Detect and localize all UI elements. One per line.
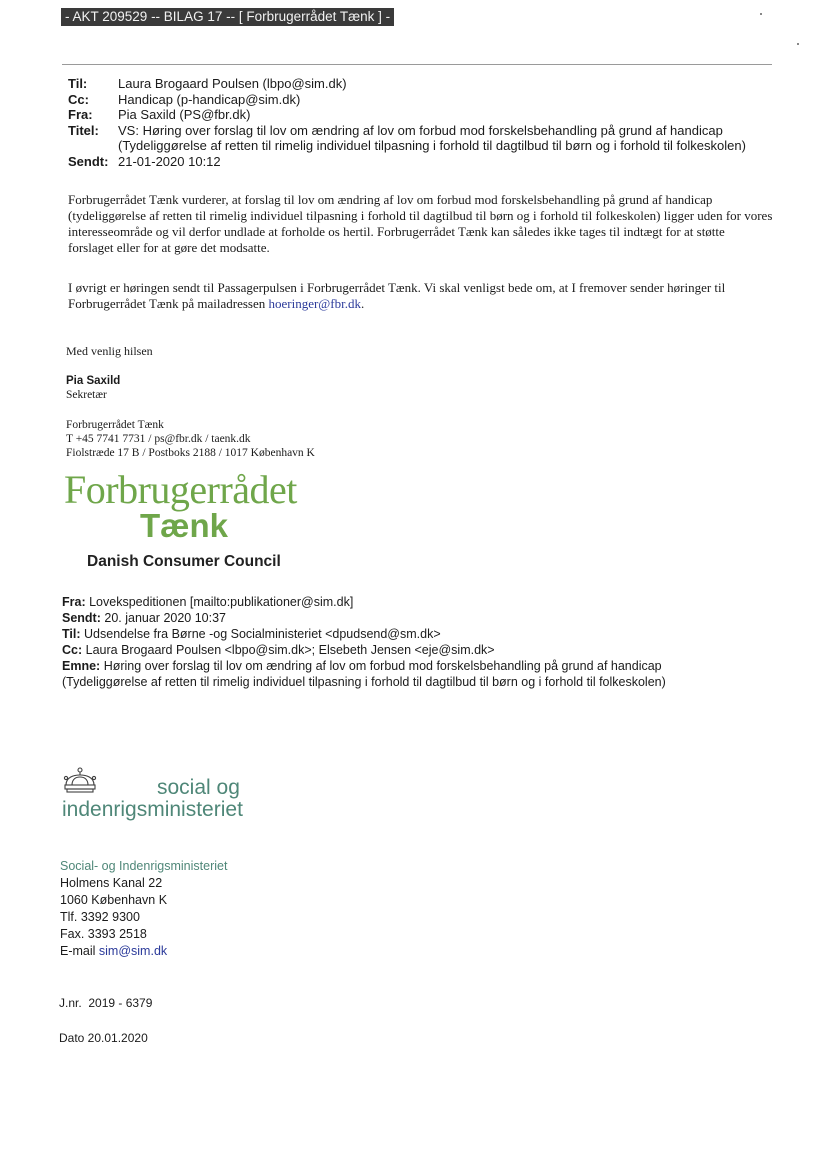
forwarded-header: [62, 594, 782, 690]
from-label: Fra:: [68, 107, 93, 122]
paragraph-2-text: I øvrigt er høringen sendt til Passagerpulsen i Forbrugerrådet Tænk. Vi skal venligst bede om, at I fremover sender høringer til Forbrugerrådet Tænk på mailadressen: [68, 280, 726, 311]
to-label: Til:: [68, 76, 88, 91]
title-line-1: VS: Høring over forslag til lov om ændring af lov om forbud mod forskelsbehandling på grund af handicap: [118, 122, 723, 138]
ministry-email-label: E-mail: [60, 944, 96, 958]
ministry-logo-line-2: indenrigsministeriet: [62, 798, 243, 821]
closing-greeting: Med venlig hilsen: [66, 344, 153, 358]
title-row: [68, 123, 768, 154]
ministry-fax: Fax. 3393 2518: [60, 927, 147, 941]
logo-subtitle: Danish Consumer Council: [87, 553, 281, 570]
fwd-sent-label: Sendt:: [62, 611, 101, 625]
title-line-2: (Tydeliggørelse af retten til rimelig individuel tilpasning i forhold til dagtilbud til børn og i forhold til folkeskolen): [118, 138, 746, 153]
body-paragraph-2: [68, 280, 773, 312]
fwd-subject-line-2: (Tydeliggørelse af retten til rimelig individuel tilpasning i forhold til dagtilbud til børn og i forhold til folkeskolen): [62, 675, 666, 689]
fwd-cc-label: Cc:: [62, 643, 83, 657]
cc-label: Cc:: [68, 91, 89, 107]
ministry-email-row: [60, 943, 227, 960]
journal-number: J.nr. 2019 - 6379: [59, 996, 153, 1010]
fwd-from-value: Lovekspeditionen [mailto:publikationer@sim.dk]: [89, 595, 354, 609]
sent-value: 21-01-2020 10:12: [118, 153, 221, 169]
ministry-city: 1060 København K: [60, 893, 168, 907]
crown-icon: [62, 767, 98, 795]
archive-banner: - AKT 209529 -- BILAG 17 -- [ Forbrugerrådet Tænk ] -: [61, 8, 394, 26]
sent-row: [68, 154, 768, 170]
ministry-street: Holmens Kanal 22: [60, 876, 163, 890]
fwd-sent-row: [62, 610, 782, 626]
fwd-to-value: Udsendelse fra Børne -og Socialministeriet <dpudsend@sm.dk>: [84, 627, 441, 641]
fwd-from-row: [62, 594, 782, 610]
document-date: Dato 20.01.2020: [59, 1031, 148, 1045]
email-header: [68, 76, 768, 169]
title-value: [118, 123, 768, 154]
ministry-name: Social- og Indenrigsministeriet: [60, 859, 228, 873]
fwd-cc-value: Laura Brogaard Poulsen <lbpo@sim.dk>; Elsebeth Jensen <eje@sim.dk>: [85, 643, 495, 657]
signature-role: Sekretær: [66, 389, 107, 401]
paragraph-2-end: .: [360, 296, 365, 311]
forbrugerraadet-logo-word: Forbrugerrådet: [64, 467, 297, 512]
ministry-email-link[interactable]: sim@sim.dk: [98, 944, 168, 958]
signature-contact: T +45 7741 7731 / ps@fbr.dk / taenk.dk: [66, 433, 251, 445]
to-row: [68, 76, 768, 92]
from-row: [68, 107, 768, 123]
to-value: Laura Brogaard Poulsen (lbpo@sim.dk): [118, 76, 347, 91]
title-label: Titel:: [68, 122, 99, 138]
fwd-subject-label: Emne:: [62, 659, 101, 673]
fwd-to-row: [62, 626, 782, 642]
header-divider: [62, 64, 772, 65]
taenk-logo-word: Tænk: [140, 507, 229, 544]
fwd-subject-row: [62, 658, 782, 674]
ministry-phone: Tlf. 3392 9300: [60, 910, 140, 924]
signature-name: Pia Saxild: [66, 375, 121, 387]
fwd-to-label: Til:: [62, 627, 81, 641]
body-paragraph-1: Forbrugerrådet Tænk vurderer, at forslag til lov om ændring af lov om forbud mod forskelsbehandling på grund af handicap (tydeliggørelse af retten til rimelig individuel tilpasning i forhold til dagtilbud til børn og i forhold til folkeskolen) ligger uden for vores interesseområde og vil derfor undlade at forholde os hertil. Forbrugerrådet Tænk kan således ikke tages til indtægt for at støtte forslaget eller for at gøre det modsatte.: [68, 192, 773, 255]
signature-org: Forbrugerrådet Tænk: [66, 419, 164, 431]
from-value: Pia Saxild (PS@fbr.dk): [118, 107, 251, 122]
ministry-logo-line-1: social og: [157, 776, 240, 799]
scan-speck: [797, 43, 799, 45]
scan-speck: [760, 13, 762, 15]
fwd-cc-row: [62, 642, 782, 658]
signature-org-block: [66, 418, 315, 460]
fwd-sent-value: 20. januar 2020 10:37: [104, 611, 227, 625]
sent-label: Sendt:: [68, 153, 109, 169]
signature-address: Fiolstræde 17 B / Postboks 2188 / 1017 København K: [66, 447, 315, 459]
ministry-address-block: [60, 858, 227, 960]
cc-value: Handicap (p-handicap@sim.dk): [118, 91, 301, 107]
hoeringer-email-link[interactable]: hoeringer@fbr.dk: [268, 296, 361, 311]
cc-row: [68, 92, 768, 108]
fwd-from-label: Fra:: [62, 595, 86, 609]
fwd-subject-line-1: Høring over forslag til lov om ændring af lov om forbud mod forskelsbehandling på grund af handicap: [103, 659, 662, 673]
